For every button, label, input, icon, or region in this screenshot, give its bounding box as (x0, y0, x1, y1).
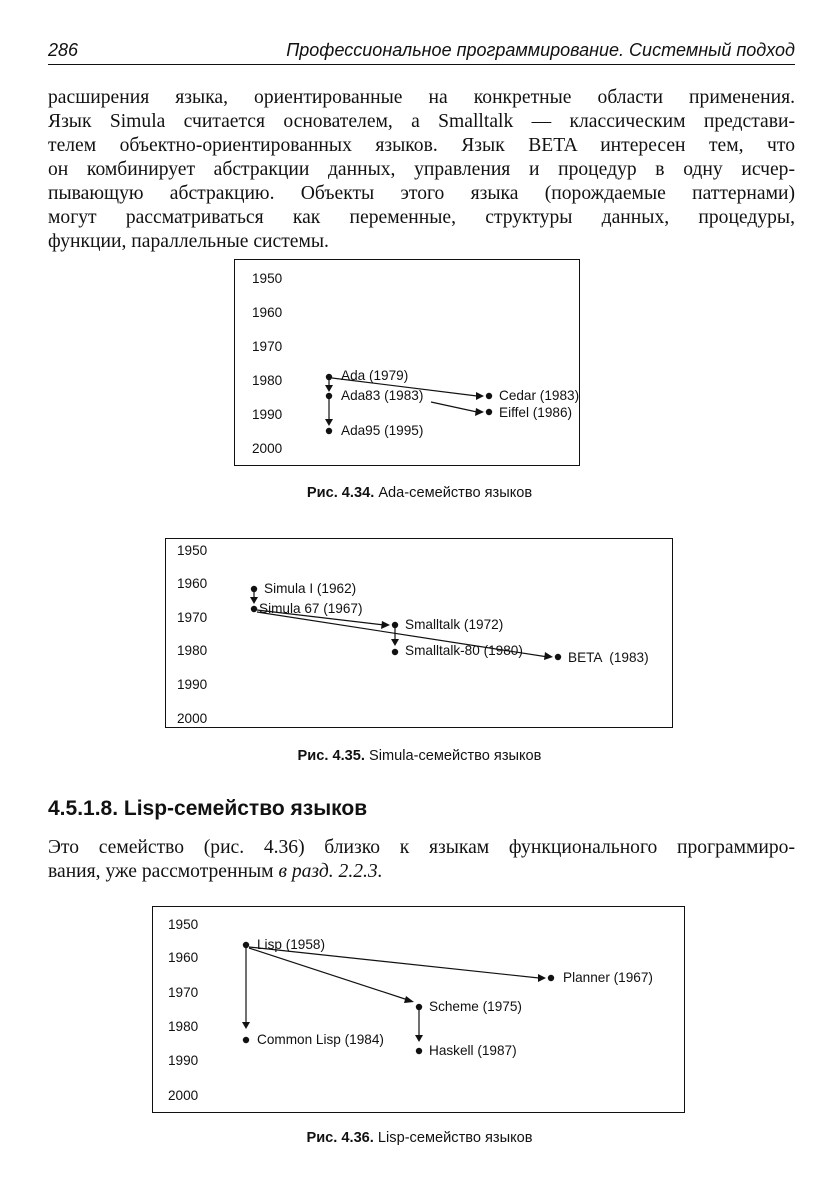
node-ada95: Ada95 (1995) (341, 423, 424, 438)
arrowhead (325, 385, 333, 392)
intro-line: он комбинирует абстракции данных, управления и процедур в одну исчер- (48, 159, 795, 180)
node-dot (416, 1004, 422, 1010)
year-label: 1980 (252, 373, 283, 388)
arrowhead (242, 1022, 250, 1029)
caption-text: Ada-семейство языков (378, 485, 533, 501)
page-number: 286 (48, 40, 79, 60)
year-label: 2000 (252, 441, 283, 456)
section-paragraph (48, 836, 795, 884)
node-smalltalk: Smalltalk (1972) (405, 617, 504, 632)
arrowhead (250, 597, 258, 604)
simula-family-edges (166, 539, 672, 727)
node-cedar: Cedar (1983) (499, 388, 580, 403)
year-label: 1990 (177, 677, 208, 692)
caption-label: Рис. 4.36. (306, 1130, 374, 1146)
caption-text: Simula-семейство языков (369, 748, 542, 764)
caption-label: Рис. 4.34. (306, 485, 375, 501)
node-ada: Ada (1979) (341, 368, 409, 383)
node-dot (326, 374, 332, 380)
lisp-family-edges (153, 907, 684, 1112)
intro-line: расширения языка, ориентированные на конкретные области применения. (48, 87, 795, 108)
figure-ada-family (234, 259, 580, 466)
section-heading: 4.5.1.8. Lisp-семейство языков (48, 797, 368, 820)
year-label: 1980 (177, 643, 208, 658)
node-simula-67: Simula 67 (1967) (259, 601, 363, 616)
arrowhead (404, 996, 414, 1003)
node-dot (251, 586, 257, 592)
arrowhead (476, 392, 484, 400)
year-label: 2000 (177, 711, 208, 726)
node-lisp: Lisp (1958) (257, 937, 326, 952)
node-ada83: Ada83 (1983) (341, 388, 424, 403)
node-dot (486, 393, 492, 399)
node-dot (548, 975, 554, 981)
running-title: Профессиональное программирование. Системный подход (286, 40, 795, 60)
node-haskell: Haskell (1987) (429, 1043, 517, 1058)
node-dot (326, 428, 332, 434)
node-smalltalk-80: Smalltalk-80 (1980) (405, 643, 523, 658)
arrowhead (325, 419, 333, 426)
intro-line: пывающую абстракцию. Объекты этого языка (порождаемые паттернами) (48, 183, 795, 204)
year-label: 1960 (168, 950, 199, 965)
arrowhead (475, 408, 484, 416)
node-dot (243, 942, 249, 948)
node-dot (243, 1037, 249, 1043)
year-label: 1980 (168, 1019, 199, 1034)
node-common-lisp: Common Lisp (1984) (257, 1032, 384, 1047)
intro-line: телем объектно-ориентированных языков. Язык BETA интересен тем, что (48, 135, 795, 156)
year-label: 1950 (177, 543, 208, 558)
arrowhead (391, 639, 399, 646)
edge-ada83-eiffel (431, 402, 477, 412)
node-dot (251, 606, 257, 612)
node-dot (486, 409, 492, 415)
node-eiffel: Eiffel (1986) (499, 405, 573, 420)
figure-simula-family (165, 538, 673, 728)
intro-line: функции, параллельные системы. (48, 231, 329, 252)
arrowhead (381, 621, 390, 629)
section-reference: в разд. 2.2.3. (278, 861, 383, 882)
figure-caption-36 (0, 1130, 839, 1146)
caption-text: Lisp-семейство языков (377, 1130, 533, 1146)
year-label: 1990 (168, 1053, 199, 1068)
arrowhead (415, 1035, 423, 1042)
figure-caption-34 (0, 485, 839, 501)
arrowhead (538, 974, 546, 982)
arrowhead (544, 652, 553, 660)
year-label: 1950 (252, 271, 283, 286)
year-label: 1990 (252, 407, 283, 422)
year-label: 1970 (177, 610, 208, 625)
node-beta: BETA (1983) (568, 650, 649, 665)
running-header (48, 38, 795, 65)
figure-lisp-family (152, 906, 685, 1113)
intro-line: Язык Simula считается основателем, а Smalltalk — классическим представи- (48, 111, 795, 132)
node-scheme: Scheme (1975) (429, 999, 522, 1014)
year-label: 1960 (177, 576, 208, 591)
caption-label: Рис. 4.35. (297, 748, 365, 764)
section-line-text: вания, уже рассмотренным (48, 861, 279, 882)
node-dot (392, 622, 398, 628)
year-label: 2000 (168, 1088, 199, 1103)
intro-paragraph (48, 86, 795, 254)
node-dot (555, 654, 561, 660)
section-line (48, 860, 795, 884)
node-dot (392, 649, 398, 655)
figure-caption-35 (0, 748, 839, 764)
intro-line: могут рассматриваться как переменные, структуры данных, процедуры, (48, 207, 795, 228)
node-simula-i: Simula I (1962) (264, 581, 357, 596)
node-dot (326, 393, 332, 399)
year-label: 1970 (252, 339, 283, 354)
node-dot (416, 1048, 422, 1054)
node-planner: Planner (1967) (563, 970, 653, 985)
year-label: 1970 (168, 985, 199, 1000)
year-label: 1960 (252, 305, 283, 320)
section-line: Это семейство (рис. 4.36) близко к языкам функционального программиро- (48, 837, 795, 858)
year-label: 1950 (168, 917, 199, 932)
